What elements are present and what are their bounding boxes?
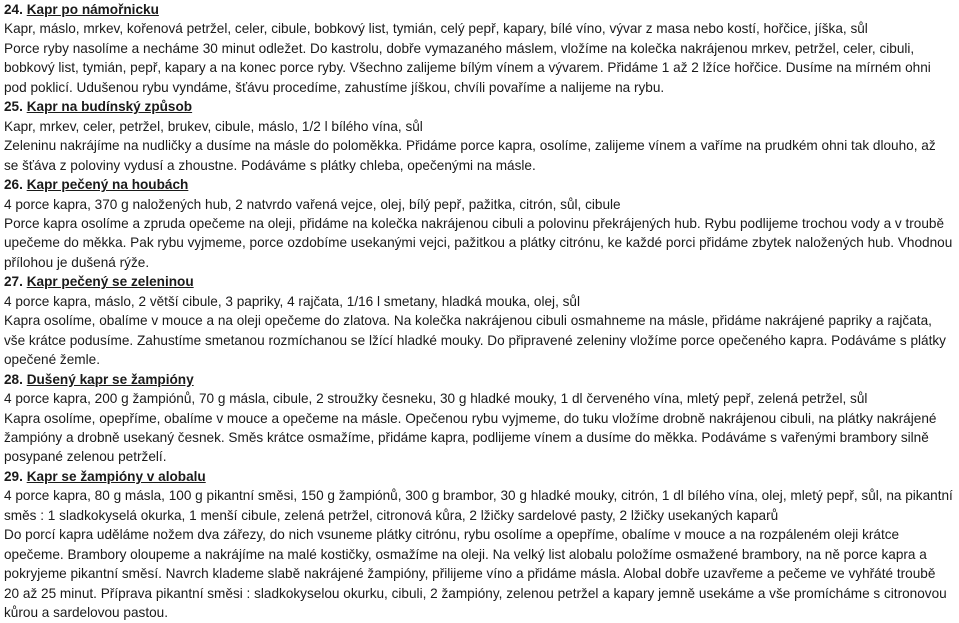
recipe-method: Kapra osolíme, opepříme, obalíme v mouce a opečeme na másle. Opečenou rybu vyjmeme, do tuku vložíme drobně nakrájenou cibuli, na plátky nakrájené žampióny a drobně usekaný česnek. Směs krátce osmažíme, přidáme kapra, podlijeme vínem a dusíme do měkka. Podáváme s vařenými brambory silně posypané zelenou petrželí.: [4, 410, 937, 465]
recipe-28: [4, 370, 953, 467]
recipe-title: [4, 370, 953, 389]
recipe-method: Do porcí kapra uděláme nožem dva zářezy, do nich vsuneme plátky citrónu, rybu osolíme a opepříme, obalíme v mouce a na rozpáleném oleji krátce opečeme. Brambory oloupeme a nakrájíme na malé kostičky, osmažíme na oleji. Na velký list alobalu položíme osmažené brambory, na ně porce kapra a pokryjeme pikantní směsí. Navrch klademe slabě nakrájené žampióny, přilijeme víno a přidáme másla. Alobal dobře uzavřeme a pečeme ve vyhřáté troubě 20 až 25 minut. Příprava pikantní směsi : sladkokyselou okurku, cibuli, 2 žampióny, zelenou petržel a kapary jemně usekáme a vše promícháme s citronovou kůrou a sardelovou pastou.: [4, 527, 947, 621]
recipe-ingredients: Kapr, máslo, mrkev, kořenová petržel, celer, cibule, bobkový list, tymián, celý pepř, kapary, bílé víno, vývar z masa nebo kostí, hořčice, jíška, sůl: [4, 21, 868, 37]
recipe-title: [4, 0, 953, 19]
recipe-title-text: Kapr po námořnicku: [26, 2, 159, 17]
recipe-method: Kapra osolíme, obalíme v mouce a na oleji opečeme do zlatova. Na kolečka nakrájenou cibuli osmahneme na másle, přidáme nakrájené papriky a rajčata, vše krátce podusíme. Zahustíme smetanou rozmíchanou se lžící hladké mouky. Do připravené zeleniny vložíme porce opečeného kapra. Podáváme s plátky opečené žemle.: [4, 313, 946, 368]
recipe-ingredients: 4 porce kapra, 200 g žampiónů, 70 g másla, cibule, 2 stroužky česneku, 30 g hladké mouky, 1 dl červeného vína, mletý pepř, zelená petržel, sůl: [4, 391, 868, 407]
recipe-26: [4, 175, 953, 272]
recipe-title-text: Kapr se žampióny v alobalu: [26, 468, 206, 484]
recipe-25: [4, 97, 953, 175]
recipe-title-text: Dušený kapr se žampióny: [26, 371, 194, 387]
recipe-ingredients: 4 porce kapra, 80 g másla, 100 g pikantní směsi, 150 g žampiónů, 300 g brambor, 30 g hladké mouky, citrón, 1 dl bílého vína, olej, mletý pepř, sůl, na pikantní směs : 1 sladkokyselá okurka, 1 menší cibule, zelená petržel, citronová kůra, 2 lžičky sardelové pasty, 2 lžičky usekaných kaparů: [4, 488, 953, 523]
recipe-title-text: Kapr pečený na houbách: [26, 177, 189, 193]
recipe-title-text: Kapr na budínský způsob: [26, 99, 193, 115]
recipe-title: [4, 97, 953, 116]
recipe-method: Porce kapra osolíme a zpruda opečeme na oleji, přidáme na kolečka nakrájenou cibuli a polovinu překrájených hub. Rybu podlijeme trochou vody a v troubě upečeme do měkka. Pak rybu vyjmeme, porce ozdobíme usekanými vejci, pažitkou a plátky citrónu, ke každé porci přidáme zbytek naložených hub. Vhodnou přílohou je dušená rýže.: [4, 215, 953, 270]
recipe-title: [4, 175, 953, 194]
recipe-ingredients: 4 porce kapra, 370 g naložených hub, 2 natvrdo vařená vejce, olej, bílý pepř, pažitka, citrón, sůl, cibule: [4, 196, 621, 212]
recipe-number: 25.: [4, 99, 23, 115]
recipe-number: 28.: [4, 371, 23, 387]
recipe-title: [4, 467, 953, 486]
recipe-24: [4, 0, 953, 97]
recipe-29: [4, 467, 953, 623]
recipe-method: Porce ryby nasolíme a necháme 30 minut odležet. Do kastrolu, dobře vymazaného máslem, vložíme na kolečka nakrájenou mrkev, petržel, celer, cibuli, bobkový list, tymián, pepř, kapary a na konec porce ryby. Všechno zalijeme bílým vínem a vývarem. Přidáme 1 až 2 lžíce hořčice. Dusíme na mírném ohni pod poklicí. Udušenou rybu vyndáme, šťávu procedíme, zahustíme jíškou, chvíli povaříme a nalijeme na rybu.: [4, 40, 931, 95]
recipe-method: Zeleninu nakrájíme na nudličky a dusíme na másle do poloměkka. Přidáme porce kapra, osolíme, zalijeme vínem a vaříme na prudkém ohni tak dlouho, až se šťáva z poloviny vydusí a zhoustne. Podáváme s plátky chleba, opečenými na másle.: [4, 138, 936, 173]
recipe-number: 26.: [4, 177, 23, 193]
recipe-27: [4, 272, 953, 369]
recipe-ingredients: 4 porce kapra, máslo, 2 větší cibule, 3 papriky, 4 rajčata, 1/16 l smetany, hladká mouka, olej, sůl: [4, 293, 581, 309]
recipe-number: 27.: [4, 274, 23, 290]
recipe-ingredients: Kapr, mrkev, celer, petržel, brukev, cibule, máslo, 1/2 l bílého vína, sůl: [4, 118, 423, 134]
recipe-title-text: Kapr pečený se zeleninou: [26, 274, 194, 290]
recipe-number: 29.: [4, 468, 23, 484]
recipe-title: [4, 272, 953, 291]
recipe-number: 24.: [4, 2, 23, 17]
